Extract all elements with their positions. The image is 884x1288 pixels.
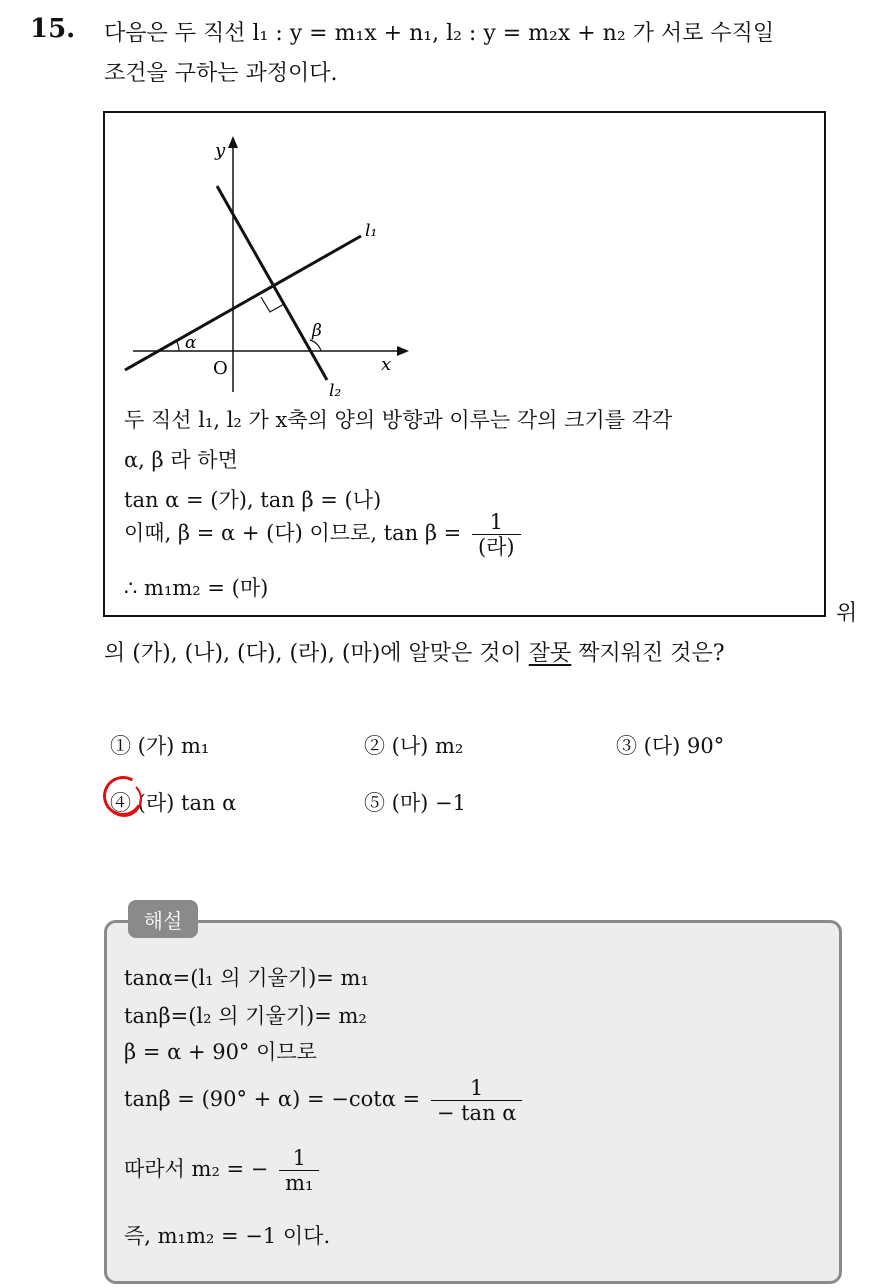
x-axis-arrow-icon	[397, 346, 409, 356]
question-line-3-pre: 의 (가), (나), (다), (라), (마)에 알맞은 것이	[104, 641, 529, 666]
question-line-2: 조건을 구하는 과정이다.	[104, 61, 338, 86]
solution-tab: 해설	[128, 900, 198, 938]
question-number: 15.	[30, 14, 76, 44]
question-underlined-word: 잘못	[528, 641, 572, 666]
beta-arc	[310, 340, 321, 351]
solution-line-2: tanβ=(l₂ 의 기울기)= m₂	[124, 1004, 367, 1028]
question-line-3	[104, 636, 725, 667]
choice-3[interactable]: ③ (다) 90°	[616, 734, 725, 758]
solution-line-5	[124, 1146, 319, 1195]
choice-4[interactable]: ④ (라) tan α	[110, 791, 237, 815]
box-line-1: 두 직선 l₁, l₂ 가 x축의 양의 방향과 이루는 각의 크기를 각각	[124, 408, 673, 432]
answer-mark-circle-inner	[106, 781, 142, 817]
choice-1[interactable]: ① (가) m₁	[110, 734, 210, 758]
box-line-4-text: 이때, β = α + (다) 이므로, tan β =	[124, 521, 462, 546]
box-line-4	[124, 510, 521, 559]
box-line-5: ∴ m₁m₂ = (마)	[124, 576, 269, 600]
solution-line-6: 즉, m₁m₂ = −1 이다.	[124, 1224, 331, 1248]
question-line-1: 다음은 두 직선 l₁ : y = m₁x + n₁, l₂ : y = m₂x + n₂ 가 서로 수직일	[104, 21, 775, 46]
l1-label: l₁	[365, 221, 378, 241]
solution-line-5-text: 따라서 m₂ = −	[124, 1157, 269, 1182]
box-fraction-denominator: (라)	[472, 534, 521, 559]
question-after-box-word: 위	[836, 601, 858, 626]
box-line-2: α, β 라 하면	[124, 448, 238, 472]
solution-fraction-2-numerator: 1	[292, 1146, 306, 1170]
l2-label: l₂	[329, 381, 342, 400]
solution-fraction-1-denominator: − tan α	[431, 1100, 523, 1125]
alpha-label: α	[185, 333, 197, 353]
coordinate-figure	[115, 130, 425, 400]
y-axis-arrow-icon	[228, 136, 238, 148]
solution-line-3: β = α + 90° 이므로	[124, 1040, 317, 1064]
beta-label: β	[312, 321, 322, 341]
solution-line-1: tanα=(l₁ 의 기울기)= m₁	[124, 966, 369, 990]
origin-label: O	[213, 358, 228, 379]
box-line-3: tan α = (가), tan β = (나)	[124, 488, 382, 512]
line-l1	[125, 236, 361, 370]
x-axis-label: x	[381, 354, 392, 375]
choice-2[interactable]: ② (나) m₂	[364, 734, 464, 758]
solution-fraction-1-numerator: 1	[469, 1076, 484, 1100]
solution-fraction-2-denominator: m₁	[279, 1170, 319, 1195]
choice-5[interactable]: ⑤ (마) −1	[364, 791, 466, 815]
y-axis-label: y	[215, 140, 226, 161]
box-fraction-numerator: 1	[489, 510, 503, 534]
solution-line-4-text: tanβ = (90° + α) = −cotα =	[124, 1087, 421, 1112]
solution-line-4	[124, 1076, 522, 1125]
box-fraction	[472, 510, 521, 559]
question-line-3-post: 짝지워진 것은?	[571, 641, 725, 666]
solution-fraction-1	[431, 1076, 523, 1125]
solution-fraction-2	[279, 1146, 319, 1195]
